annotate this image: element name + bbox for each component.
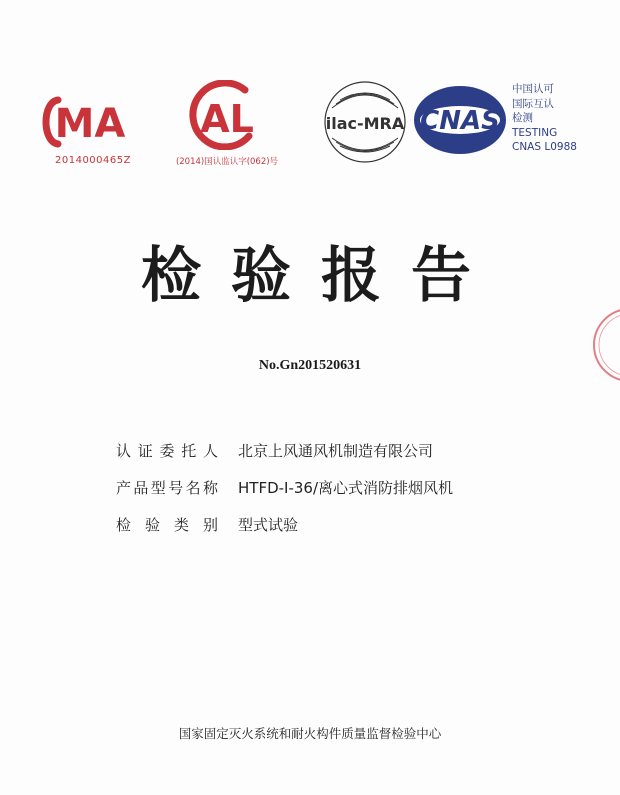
client-label: 认证委托人	[116, 442, 218, 460]
cal-logo-text: AL	[200, 97, 254, 141]
cnas-line: 国际互认	[512, 97, 554, 110]
product-value: HTFD-Ⅰ-36/离心式消防排烟风机	[238, 479, 454, 497]
ilac-mra-logo	[318, 78, 412, 166]
cnas-line: 检测	[512, 112, 533, 124]
category-value: 型式试验	[238, 516, 299, 534]
cal-logo	[183, 80, 267, 150]
cma-logo-text: MA	[54, 101, 126, 147]
issuing-center: 国家固定灭火系统和耐火构件质量监督检验中心	[178, 726, 442, 741]
ilac-logo-text: ilac-MRA	[325, 114, 405, 133]
product-label: 产品型号名称	[116, 479, 218, 497]
cma-logo	[40, 92, 140, 152]
seal-stamp-icon	[585, 300, 620, 390]
report-title: 检验报告	[141, 241, 501, 311]
client-value: 北京上风通风机制造有限公司	[238, 442, 434, 460]
cal-code: (2014)国认监认字(062)号	[175, 157, 279, 167]
cma-code: 2014000465Z	[55, 155, 131, 166]
cnas-accreditation-text	[512, 82, 604, 155]
cnas-line: TESTING	[512, 126, 558, 139]
cnas-logo	[412, 84, 508, 156]
cnas-logo-text: CNAS	[420, 106, 500, 136]
cnas-line: CNAS L0988	[512, 141, 577, 153]
report-number: No.Gn201520631	[258, 358, 362, 373]
cnas-line: 中国认可	[512, 83, 554, 95]
category-label: 检验类别	[116, 516, 218, 534]
